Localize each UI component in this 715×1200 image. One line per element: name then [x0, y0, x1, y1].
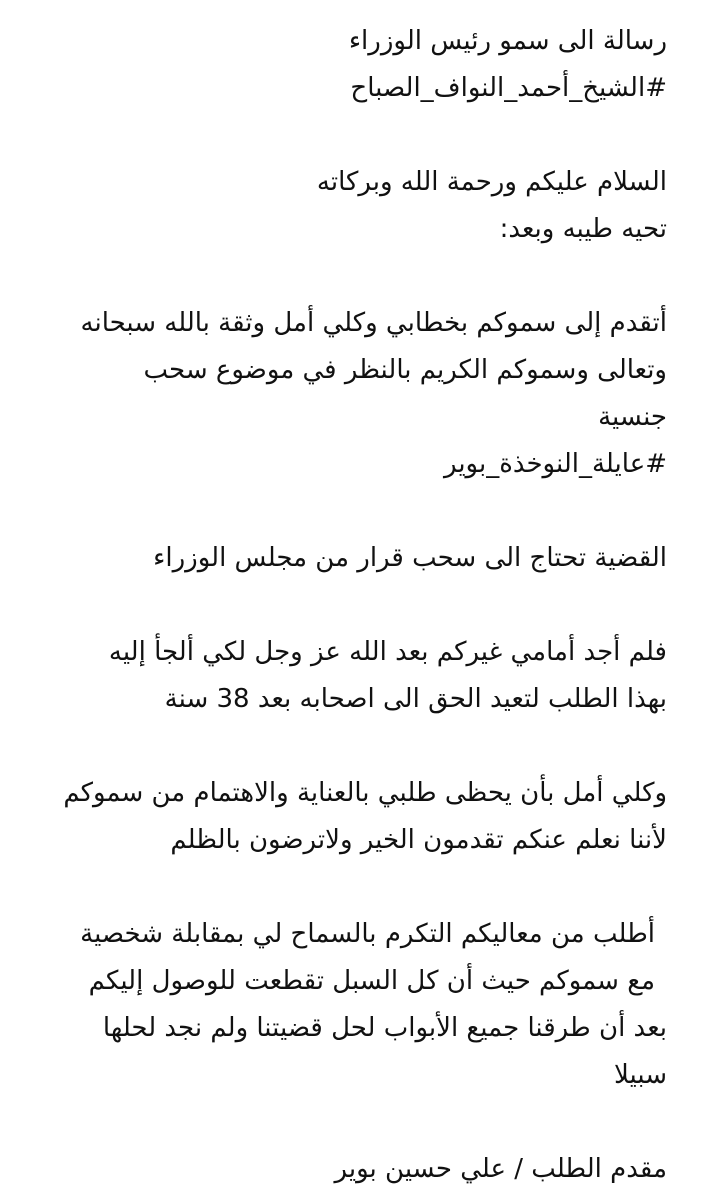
paragraph-3-line-2: بهذا الطلب لتعيد الحق الى اصحابه بعد 38 سنة — [164, 684, 667, 714]
spacer — [30, 1099, 667, 1146]
paragraph-1-line-1: أتقدم إلى سموكم بخطابي وكلي أمل وثقة بالله سبحانه — [80, 308, 667, 338]
spacer — [30, 488, 667, 535]
paragraph-1-line-2: وتعالى وسموكم الكريم بالنظر في موضوع سحب — [143, 355, 667, 385]
paragraph-5-line-2: مع سموكم حيث أن كل السبل تقطعت للوصول إليكم — [88, 966, 655, 996]
paragraph-4-line-1: وكلي أمل بأن يحظى طلبي بالعناية والاهتمام من سموكم — [63, 778, 667, 808]
paragraph-5-line-1: أطلب من معاليكم التكرم بالسماح لي بمقابلة شخصية — [80, 919, 655, 949]
paragraph-5-line-4: سبيلا — [614, 1060, 667, 1090]
signature-line: مقدم الطلب / علي حسين بوير — [334, 1154, 667, 1184]
greeting-line-2: تحيه طيبه وبعد: — [499, 214, 667, 244]
paragraph-4-line-2: لأننا نعلم عنكم تقدمون الخير ولاترضون بالظلم — [170, 825, 667, 855]
spacer — [30, 582, 667, 629]
paragraph-5-line-3: بعد أن طرقنا جميع الأبواب لحل قضيتنا ولم نجد لحلها — [102, 1013, 667, 1043]
family-hashtag[interactable]: #عايلة_النوخذة_بوير — [443, 449, 667, 479]
spacer — [30, 112, 667, 159]
paragraph-2-line-1: القضية تحتاج الى سحب قرار من مجلس الوزراء — [153, 543, 667, 573]
spacer — [30, 253, 667, 300]
paragraph-1-line-3: جنسية — [598, 402, 667, 432]
header-line-1: رسالة الى سمو رئيس الوزراء — [348, 26, 667, 56]
paragraph-3-line-1: فلم أجد أمامي غيركم بعد الله عز وجل لكي ألجأ إليه — [108, 637, 667, 667]
greeting-line-1: السلام عليكم ورحمة الله وبركاته — [316, 167, 667, 197]
header-hashtag[interactable]: #الشيخ_أحمد_النواف_الصباح — [350, 73, 667, 103]
spacer — [30, 723, 667, 770]
spacer — [30, 864, 667, 911]
